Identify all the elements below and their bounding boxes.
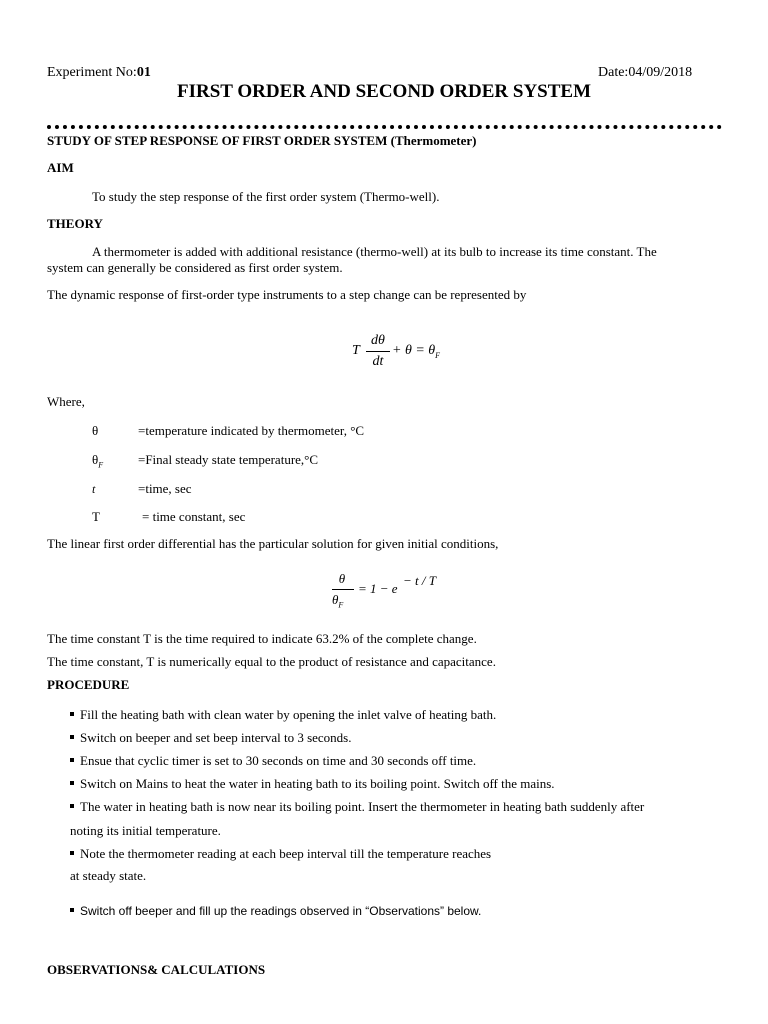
eq2-exponent: − t / T	[403, 573, 436, 588]
theory-para3: The linear first order differential has the particular solution for given initial conditions,	[47, 536, 499, 551]
bullet-icon	[70, 712, 74, 716]
experiment-label: Experiment No:	[47, 65, 137, 80]
aim-heading: AIM	[47, 160, 74, 175]
procedure-step-text: The water in heating bath is now near its boiling point. Insert the thermometer in heating bath suddenly after	[80, 799, 645, 814]
bullet-icon	[70, 851, 74, 855]
var-t: t	[92, 482, 96, 496]
bullet-icon	[70, 781, 74, 785]
eq1-rest-text: + θ = θ	[392, 343, 436, 358]
procedure-step	[70, 753, 476, 769]
var-T: T	[92, 509, 100, 524]
bullet-icon	[70, 758, 74, 762]
eq1-subscript: F	[435, 350, 441, 360]
observations-heading: OBSERVATIONS& CALCULATIONS	[47, 962, 266, 977]
experiment-number-value: 01	[136, 65, 151, 80]
theory-para2: The dynamic response of first-order type instruments to a step change can be represented by	[47, 287, 527, 302]
eq2-den-sub: F	[338, 600, 344, 610]
aim-text: To study the step response of the first order system (Thermo-well).	[92, 189, 440, 204]
theory-para4: The time constant T is the time required to indicate 63.2% of the complete change.	[47, 631, 477, 646]
equation-solution	[330, 569, 470, 613]
var-thetaf-sub: F	[98, 460, 104, 470]
bullet-icon	[70, 804, 74, 808]
procedure-step	[70, 799, 722, 815]
var-thetaf	[92, 452, 103, 474]
eq1-fraction-bar	[366, 351, 390, 352]
equation-first-order	[352, 331, 472, 375]
bullet-icon	[70, 735, 74, 739]
eq1-numerator: dθ	[371, 333, 385, 348]
eq1-denominator: dt	[372, 354, 384, 369]
var-theta	[92, 423, 98, 439]
procedure-step	[70, 846, 491, 862]
var-thetaf-def: =Final steady state temperature,°C	[138, 452, 319, 467]
date-text: Date:04/09/2018	[598, 65, 693, 80]
procedure-step	[70, 730, 351, 746]
eq1-T: T	[352, 343, 360, 358]
procedure-step-text: Note the thermometer reading at each beep interval till the temperature reaches	[80, 846, 492, 861]
bullet-icon	[70, 908, 74, 912]
theory-para1-line1: A thermometer is added with additional resistance (thermo-well) at its bulb to increase its time constant. The	[92, 244, 657, 259]
procedure-step	[70, 776, 555, 792]
eq2-den-text: θ	[332, 592, 339, 607]
procedure-step	[70, 707, 496, 723]
theory-para5: The time constant, T is numerically equal to the product of resistance and capacitance.	[47, 654, 496, 669]
procedure-step-text: Switch off beeper and fill up the readings observed in “Observations” below.	[80, 904, 482, 918]
procedure-step	[70, 903, 481, 919]
var-t-def: =time, sec	[138, 481, 192, 496]
procedure-step-continuation: noting its initial temperature.	[70, 823, 221, 838]
eq2-denominator	[332, 592, 343, 610]
eq2-fraction-bar	[332, 589, 354, 590]
eq2-numerator: θ	[338, 571, 346, 586]
procedure-step-text: Switch on beeper and set beep interval to 3 seconds.	[80, 730, 352, 745]
page-title: FIRST ORDER AND SECOND ORDER SYSTEM	[176, 81, 592, 102]
procedure-step-text: Ensue that cyclic timer is set to 30 seconds on time and 30 seconds off time.	[80, 753, 477, 768]
procedure-step-text: Switch on Mains to heat the water in heating bath to its boiling point. Switch off the mains.	[80, 776, 555, 791]
theory-para1-line2: system can generally be considered as first order system.	[47, 260, 343, 275]
var-theta-symbol: θ	[92, 423, 99, 438]
section-heading: STUDY OF STEP RESPONSE OF FIRST ORDER SYSTEM (Thermometer)	[47, 133, 477, 148]
eq1-rest	[392, 343, 440, 360]
theory-heading: THEORY	[47, 216, 103, 231]
eq2-rest: = 1 − e	[358, 581, 398, 596]
procedure-step-continuation: at steady state.	[70, 868, 147, 883]
procedure-heading: PROCEDURE	[47, 677, 130, 692]
var-theta-def: =temperature indicated by thermometer, °C	[138, 423, 365, 438]
dotted-divider	[47, 125, 722, 129]
where-label: Where,	[47, 394, 85, 409]
var-thetaf-symbol: θ	[92, 452, 99, 467]
var-T-def: = time constant, sec	[142, 509, 246, 524]
experiment-number	[47, 64, 151, 81]
procedure-step-text: Fill the heating bath with clean water by opening the inlet valve of heating bath.	[80, 707, 497, 722]
